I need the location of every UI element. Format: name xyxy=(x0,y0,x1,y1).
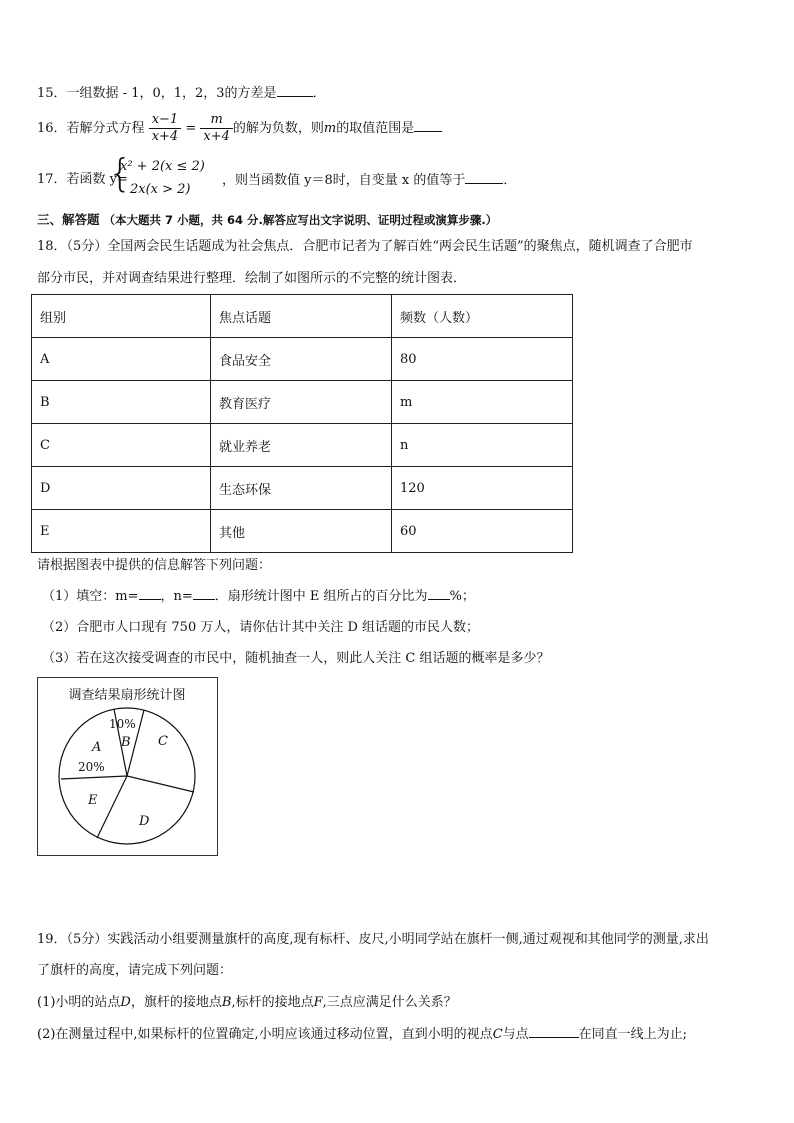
frequency-table xyxy=(31,294,573,553)
answer-blank xyxy=(277,84,313,97)
pie-title: 调查结果扇形统计图 xyxy=(68,688,186,703)
q16-mid: 的解为负数，则 xyxy=(232,121,324,136)
q19-l3-text-b: ，旗杆的接地点 xyxy=(130,995,222,1010)
q19-l4-text-b: 与点 xyxy=(502,1027,529,1042)
case-1: x² + 2(x ≤ 2) xyxy=(120,159,205,174)
table-row xyxy=(32,338,573,381)
table-cell: C xyxy=(32,424,211,467)
q19-l3-text-d: ,三点应满足什么关系？ xyxy=(322,995,457,1010)
point-b: B xyxy=(221,995,232,1010)
point-f: F xyxy=(313,995,323,1010)
q16-prefix: 16．若解分式方程 xyxy=(37,121,145,136)
q19-line-4 xyxy=(37,1025,687,1044)
table-cell: 就业养老 xyxy=(211,424,392,467)
q15-text: 15．一组数据 - 1，0，1，2，3的方差是 xyxy=(37,86,277,101)
table-cell: E xyxy=(32,510,211,553)
q15-end: ． xyxy=(312,86,326,101)
table-header-cell: 焦点话题 xyxy=(211,295,392,338)
pie-label-b-pct: 10% xyxy=(109,717,136,731)
table-cell: B xyxy=(32,381,211,424)
table-header-row xyxy=(32,295,573,338)
q19-l3-text-c: ,标杆的接地点 xyxy=(231,995,314,1010)
table-header-cell: 频数（人数） xyxy=(392,295,573,338)
pie-label-a: A xyxy=(92,740,102,755)
q19-line-3 xyxy=(37,994,457,1012)
pie-label-a-pct: 20% xyxy=(78,760,105,774)
sub1-text-c: ．扇形统计图中 E 组所占的百分比为 xyxy=(214,589,428,604)
fraction-2-numerator: m xyxy=(200,112,233,129)
answer-blank xyxy=(529,1025,579,1038)
q18-sub-1 xyxy=(42,587,475,606)
pie-divider-c-d xyxy=(127,776,194,792)
table-row xyxy=(32,424,573,467)
answer-blank xyxy=(139,587,161,600)
table-cell: 80 xyxy=(392,338,573,381)
table-cell: 食品安全 xyxy=(211,338,392,381)
table-row xyxy=(32,510,573,553)
section-note: （本大题共 7 小题，共 64 分.解答应写出文字说明、证明过程或演算步骤.） xyxy=(103,213,498,227)
table-header-cell: 组别 xyxy=(32,295,211,338)
section-title: 三、解答题 xyxy=(37,212,100,227)
answer-blank xyxy=(465,171,503,184)
q19-l4-text-a: (2)在测量过程中,如果标杆的位置确定,小明应该通过移动位置，直到小明的视点 xyxy=(37,1027,493,1042)
pie-chart xyxy=(38,678,217,855)
q17-end: ． xyxy=(503,173,517,188)
q18-line-1: 18．（5分）全国两会民生话题成为社会焦点．合肥市记者为了解百姓“两会民生话题”的聚焦点，随机调查了合肥市 xyxy=(37,239,693,254)
pie-label-d: D xyxy=(139,814,150,829)
answer-blank xyxy=(414,119,442,132)
table-row xyxy=(32,381,573,424)
case-2: 2x(x > 2) xyxy=(130,182,191,197)
q16-suffix: 的取值范围是 xyxy=(336,121,415,136)
pie-divider-d-e xyxy=(97,776,127,838)
fraction-2 xyxy=(200,112,233,145)
table-cell: m xyxy=(392,381,573,424)
point-d: D xyxy=(120,995,131,1010)
question-17-suffix xyxy=(222,171,516,190)
section-heading xyxy=(37,211,497,229)
q18-line-2: 部分市民，并对调查结果进行整理．绘制了如图所示的不完整的统计图表． xyxy=(37,271,467,286)
sub1-text-d: %； xyxy=(449,589,475,604)
table-cell: 教育医疗 xyxy=(211,381,392,424)
fraction-2-denominator: x+4 xyxy=(203,129,230,144)
fraction-1-denominator: x+4 xyxy=(151,129,179,144)
pie-label-e: E xyxy=(88,793,98,808)
table-cell: n xyxy=(392,424,573,467)
q18-sub-2: （2）合肥市人口现有 750 万人，请你估计其中关注 D 组话题的市民人数； xyxy=(42,620,480,635)
q18-sub-3: （3）若在这次接受调查的市民中，随机抽查一人，则此人关注 C 组话题的概率是多少？ xyxy=(42,651,550,666)
table-cell: 60 xyxy=(392,510,573,553)
variable-m: m xyxy=(323,121,337,136)
q18-prompt: 请根据图表中提供的信息解答下列问题： xyxy=(37,558,272,573)
question-15 xyxy=(37,84,326,103)
answer-blank xyxy=(193,587,215,600)
sub1-text-b: ，n= xyxy=(160,589,193,604)
fraction-1-numerator: x−1 xyxy=(149,112,182,129)
table-row xyxy=(32,467,573,510)
table-cell: 其他 xyxy=(211,510,392,553)
q19-line-2: 了旗杆的高度，请完成下列问题： xyxy=(37,963,233,978)
point-c: C xyxy=(492,1027,503,1042)
table-cell: 120 xyxy=(392,467,573,510)
brace-symbol: { xyxy=(108,151,133,195)
q17-prefix-text: 17．若函数 y= xyxy=(37,172,128,187)
table-cell: 生态环保 xyxy=(211,467,392,510)
equals-sign: = xyxy=(185,121,197,136)
answer-blank xyxy=(428,587,450,600)
table-cell: A xyxy=(32,338,211,381)
pie-divider-e-a xyxy=(61,776,127,779)
question-16 xyxy=(37,111,442,147)
pie-label-c: C xyxy=(158,734,168,749)
fraction-1 xyxy=(149,112,182,145)
q19-l3-text-a: (1)小明的站点 xyxy=(37,995,121,1010)
pie-chart-figure xyxy=(37,677,218,856)
q19-line-1: 19．（5分）实践活动小组要测量旗杆的高度,现有标杆、皮尺,小明同学站在旗杆一侧,通过观视和其他同学的测量,求出 xyxy=(37,932,709,947)
table-cell: D xyxy=(32,467,211,510)
q17-suffix-text: ，则当函数值 y＝8时，自变量 x 的值等于 xyxy=(222,173,466,188)
q19-l4-text-c: 在同直一线上为止; xyxy=(578,1027,688,1042)
pie-label-b: B xyxy=(121,735,131,750)
sub1-text-a: （1）填空：m= xyxy=(42,589,139,604)
